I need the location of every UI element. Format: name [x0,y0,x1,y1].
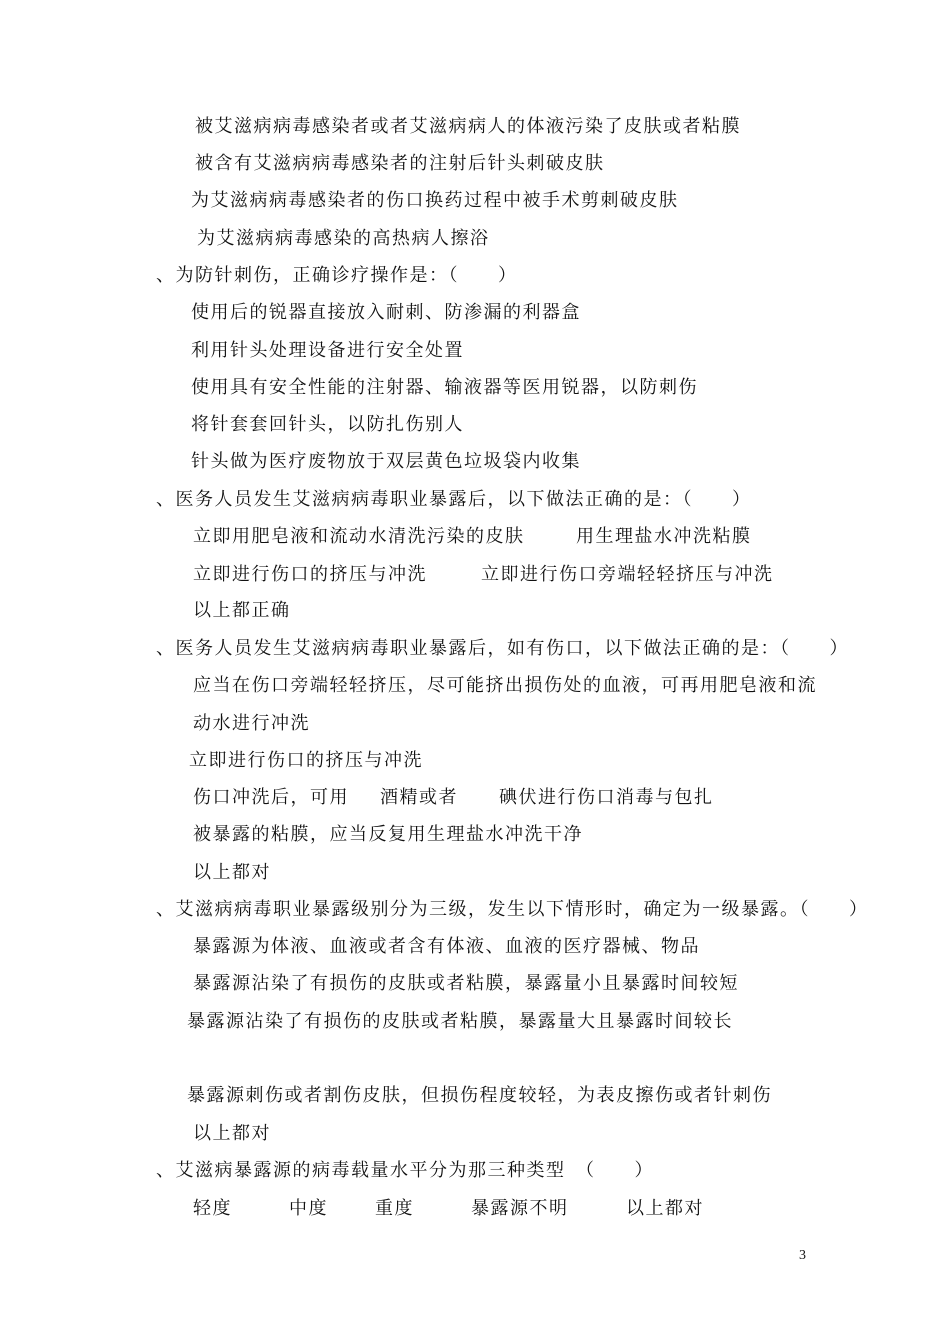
option-line: 暴露源刺伤或者割伤皮肤，但损伤程度较轻，为表皮擦伤或者针刺伤 [187,1085,772,1106]
option-line: 被含有艾滋病病毒感染者的注射后针头刺破皮肤 [195,153,605,174]
option-line: 被暴露的粘膜，应当反复用生理盐水冲洗干净 [193,824,583,845]
question-line: 、艾滋病暴露源的病毒载量水平分为那三种类型 （ ） [156,1160,654,1181]
option-line: 利用针头处理设备进行安全处置 [191,340,464,361]
option-line: 中度 [289,1198,328,1219]
question-line: 、医务人员发生艾滋病病毒职业暴露后，如有伤口，以下做法正确的是：（ ） [156,638,849,659]
option-line: 以上都对 [193,862,271,883]
option-line: 以上都对 [193,1123,271,1144]
option-line: 轻度 [193,1198,232,1219]
option-line: 为艾滋病病毒感染者的伤口换药过程中被手术剪刺破皮肤 [191,190,679,211]
option-line: 暴露源沾染了有损伤的皮肤或者粘膜，暴露量小且暴露时间较短 [193,973,739,994]
option-line: 重度 [375,1198,414,1219]
option-line: 以上都正确 [193,600,291,621]
question-line: 、为防针刺伤，正确诊疗操作是：（ ） [156,265,518,286]
option-line: 立即进行伤口旁端轻轻挤压与冲洗 [481,564,774,585]
question-line: 、艾滋病病毒职业暴露级别分为三级，发生以下情形时，确定为一级暴露。（ ） [156,899,869,920]
option-line: 立即用肥皂液和流动水清洗污染的皮肤 [193,526,525,547]
option-line: 用生理盐水冲洗粘膜 [576,526,752,547]
question-line: 、医务人员发生艾滋病病毒职业暴露后，以下做法正确的是：（ ） [156,489,752,510]
option-line: 为艾滋病病毒感染的高热病人擦浴 [197,228,490,249]
option-line: 立即进行伤口的挤压与冲洗 [193,564,427,585]
page-number: 3 [799,1248,806,1263]
option-line: 动水进行冲洗 [193,713,310,734]
option-line: 伤口冲洗后，可用 [193,787,349,808]
option-line: 被艾滋病病毒感染者或者艾滋病病人的体液污染了皮肤或者粘膜 [195,116,741,137]
option-line: 以上都对 [626,1198,704,1219]
option-line: 暴露源沾染了有损伤的皮肤或者粘膜，暴露量大且暴露时间较长 [187,1011,733,1032]
option-line: 将针套套回针头，以防扎伤别人 [191,414,464,435]
option-line: 碘伏进行伤口消毒与包扎 [499,787,714,808]
option-line: 立即进行伤口的挤压与冲洗 [189,750,423,771]
option-line: 使用具有安全性能的注射器、输液器等医用锐器，以防刺伤 [191,377,698,398]
option-line: 应当在伤口旁端轻轻挤压，尽可能挤出损伤处的血液，可再用肥皂液和流 [193,675,817,696]
option-line: 针头做为医疗废物放于双层黄色垃圾袋内收集 [191,451,581,472]
option-line: 暴露源不明 [471,1198,569,1219]
option-line: 使用后的锐器直接放入耐刺、防渗漏的利器盒 [191,302,581,323]
option-line: 暴露源为体液、血液或者含有体液、血液的医疗器械、物品 [193,936,700,957]
option-line: 酒精或者 [380,787,458,808]
